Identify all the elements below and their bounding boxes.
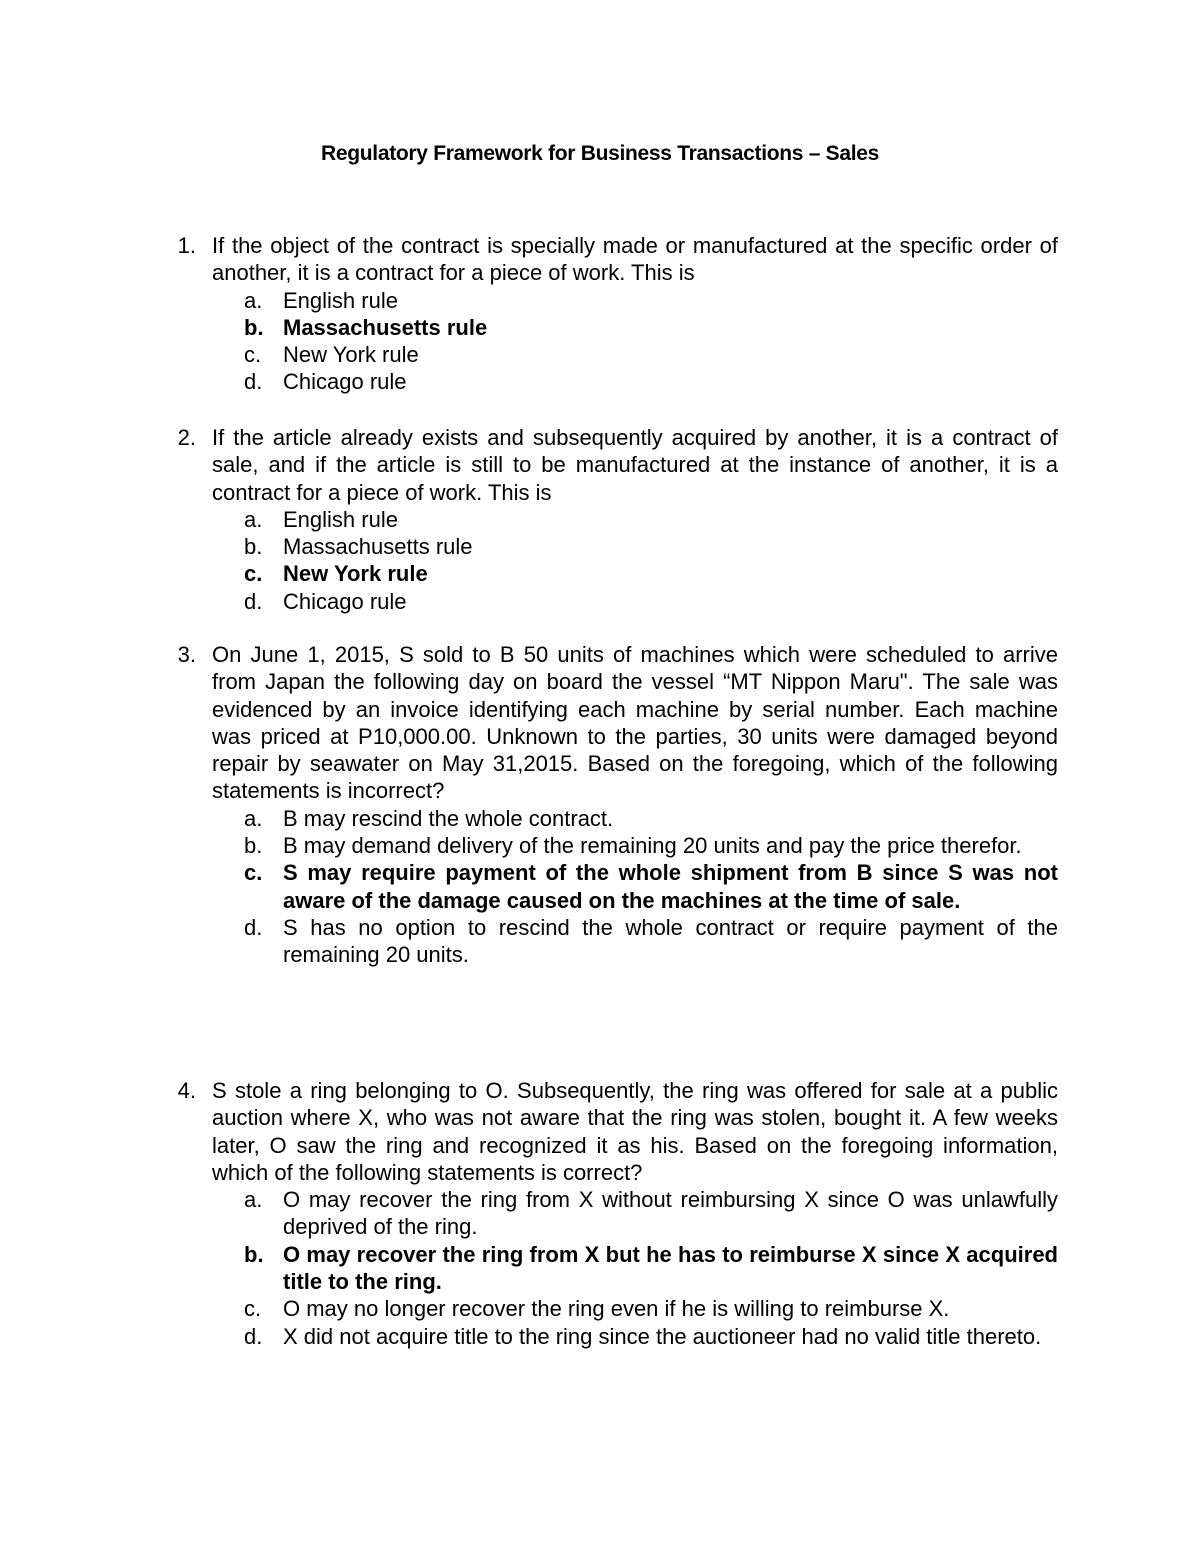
question-text: S stole a ring belonging to O. Subsequently, the ring was offered for sale at a public auction where X, who was not aware that the ring was stolen, bought it. A few weeks later, O saw the ring and recognized it as his. Based on the foregoing information, which of the following statements is correct?: [212, 1078, 1058, 1185]
choice-text: English rule: [283, 287, 398, 313]
choice-letter: c.: [244, 1296, 262, 1322]
choice-text: English rule: [283, 506, 398, 532]
question-number: 4.: [177, 1078, 196, 1103]
choice-text: B may demand delivery of the remaining 20 units and pay the price therefor.: [283, 833, 1022, 859]
choice-text: B may rescind the whole contract.: [283, 805, 614, 831]
question-text: If the article already exists and subsequently acquired by another, it is a contract of sale, and if the article is still to be manufactured at the instance of another, it is a contract for a piece of work. This is: [212, 425, 1058, 505]
choice-letter: b.: [244, 1241, 264, 1267]
question-stem: [212, 641, 1058, 969]
choice-list: [212, 1186, 1058, 1350]
choice-letter: d.: [244, 1323, 263, 1349]
choice-text: O may recover the ring from X but he has to reimburse X since X acquired title to the ring.: [283, 1241, 1058, 1295]
choice-text: Massachusetts rule: [283, 314, 488, 340]
question-number: 3.: [177, 642, 196, 667]
choice-letter: d.: [244, 588, 263, 614]
choice-b: [212, 832, 1058, 859]
choice-letter: a.: [244, 1187, 263, 1213]
choice-letter: a.: [244, 805, 263, 831]
choice-text: Massachusetts rule: [283, 534, 473, 560]
choice-letter: c.: [244, 860, 263, 886]
choice-list: [212, 287, 1058, 396]
choice-text: O may no longer recover the ring even if he is willing to reimburse X.: [283, 1296, 950, 1322]
choice-text: X did not acquire title to the ring since the auctioneer had no valid title thereto.: [283, 1323, 1042, 1349]
choice-letter: a.: [244, 506, 263, 532]
page-title: Regulatory Framework for Business Transactions – Sales: [320, 142, 879, 165]
choice-letter: c.: [244, 561, 263, 587]
choice-a: [212, 506, 1058, 533]
choice-text: Chicago rule: [283, 588, 407, 614]
question-stem: [212, 232, 1058, 396]
choice-c-answer: [212, 560, 1058, 587]
choice-a: [212, 287, 1058, 314]
choice-list: [212, 506, 1058, 615]
choice-c: [212, 341, 1058, 368]
choice-c-answer: [212, 859, 1058, 914]
question-number: 2.: [177, 425, 196, 450]
choice-a: [212, 1186, 1058, 1241]
choice-text: Chicago rule: [283, 369, 407, 395]
question-number: 1.: [177, 233, 196, 258]
choice-text: New York rule: [283, 342, 419, 368]
choice-text: O may recover the ring from X without reimbursing X since O was unlawfully deprived of the ring.: [283, 1187, 1058, 1240]
choice-letter: b.: [244, 314, 264, 340]
choice-d: [212, 368, 1058, 395]
choice-text: New York rule: [283, 561, 428, 587]
choice-text: S has no option to rescind the whole contract or require payment of the remaining 20 units.: [283, 914, 1058, 968]
choice-letter: b.: [244, 534, 263, 560]
choice-b-answer: [212, 1241, 1058, 1296]
choice-list: [212, 805, 1058, 969]
choice-letter: c.: [244, 342, 262, 368]
question-stem: [212, 1077, 1058, 1350]
choice-d: [212, 914, 1058, 969]
choice-d: [212, 1323, 1058, 1350]
question-text: On June 1, 2015, S sold to B 50 units of machines which were scheduled to arrive from Japan the following day on board the vessel “MT Nippon Maru". The sale was evidenced by an invoice identifying each machine by serial number. Each machine was priced at P10,000.00. Unknown to the parties, 30 units were damaged beyond repair by seawater on May 31,2015. Based on the foregoing, which of the following statements is incorrect?: [212, 642, 1058, 804]
choice-b: [212, 533, 1058, 560]
choice-letter: b.: [244, 833, 263, 859]
choice-letter: a.: [244, 287, 263, 313]
choice-d: [212, 588, 1058, 615]
choice-b-answer: [212, 314, 1058, 341]
question-text: If the object of the contract is specially made or manufactured at the specific order of another, it is a contract for a piece of work. This is: [212, 233, 1058, 286]
choice-letter: d.: [244, 369, 263, 395]
choice-letter: d.: [244, 914, 263, 940]
choice-c: [212, 1295, 1058, 1322]
question-stem: [212, 424, 1058, 615]
choice-a: [212, 805, 1058, 832]
choice-text: S may require payment of the whole shipment from B since S was not aware of the damage caused on the machines at the time of sale.: [283, 860, 1058, 913]
